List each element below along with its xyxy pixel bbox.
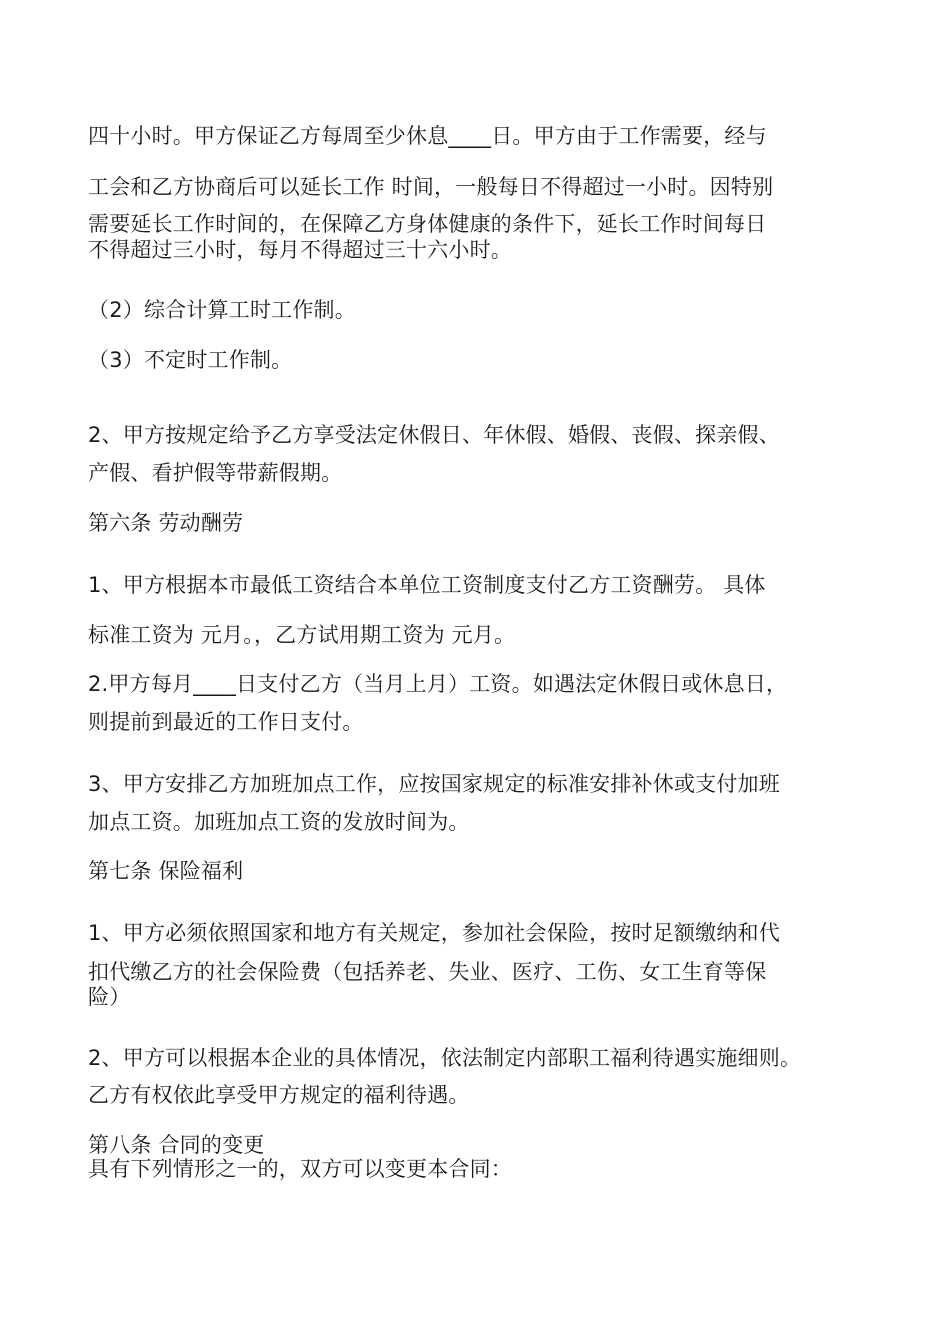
text-line: 不得超过三小时，每月不得超过三十六小时。 — [88, 238, 512, 262]
text-line: 1、甲方必须依照国家和地方有关规定，参加社会保险，按时足额缴纳和代 — [88, 921, 780, 945]
text-line: 需要延长工作时间的，在保障乙方身体健康的条件下，延长工作时间每日 — [88, 212, 767, 236]
section-heading: 第七条 保险福利 — [88, 859, 244, 883]
text-line: 2、甲方可以根据本企业的具体情况，依法制定内部职工福利待遇实施细则。 — [88, 1046, 802, 1070]
text-line: 乙方有权依此享受甲方规定的福利待遇。 — [88, 1083, 470, 1107]
text-line: （3）不定时工作制。 — [88, 348, 293, 372]
text-line: 扣代缴乙方的社会保险费（包括养老、失业、医疗、工伤、女工生育等保 — [88, 960, 767, 984]
text-line: 四十小时。甲方保证乙方每周至少休息____日。甲方由于工作需要，经与 — [88, 124, 767, 148]
text-line: 3、甲方安排乙方加班加点工作，应按国家规定的标准安排补休或支付加班 — [88, 772, 780, 796]
text-line: 2、甲方按规定给予乙方享受法定休假日、年休假、婚假、丧假、探亲假、 — [88, 423, 780, 447]
text-line: 险） — [88, 985, 131, 1009]
text-line: 加点工资。加班加点工资的发放时间为。 — [88, 810, 470, 834]
text-line: （2）综合计算工时工作制。 — [88, 298, 356, 322]
section-heading: 第六条 劳动酬劳 — [88, 511, 244, 535]
text-line: 1、甲方根据本市最低工资结合本单位工资制度支付乙方工资酬劳。 具体 — [88, 573, 766, 597]
text-line: 具有下列情形之一的，双方可以变更本合同： — [88, 1157, 512, 1181]
text-line: 则提前到最近的工作日支付。 — [88, 710, 364, 734]
text-line: 标准工资为 元月。，乙方试用期工资为 元月。 — [88, 623, 516, 647]
text-line: 产假、看护假等带薪假期。 — [88, 461, 343, 485]
text-line: 工会和乙方协商后可以延长工作 时间，一般每日不得超过一小时。因特别 — [88, 175, 774, 199]
text-line: 2.甲方每月____日支付乙方（当月上月）工资。如遇法定休假日或休息日， — [88, 672, 788, 696]
section-heading: 第八条 合同的变更 — [88, 1133, 265, 1157]
